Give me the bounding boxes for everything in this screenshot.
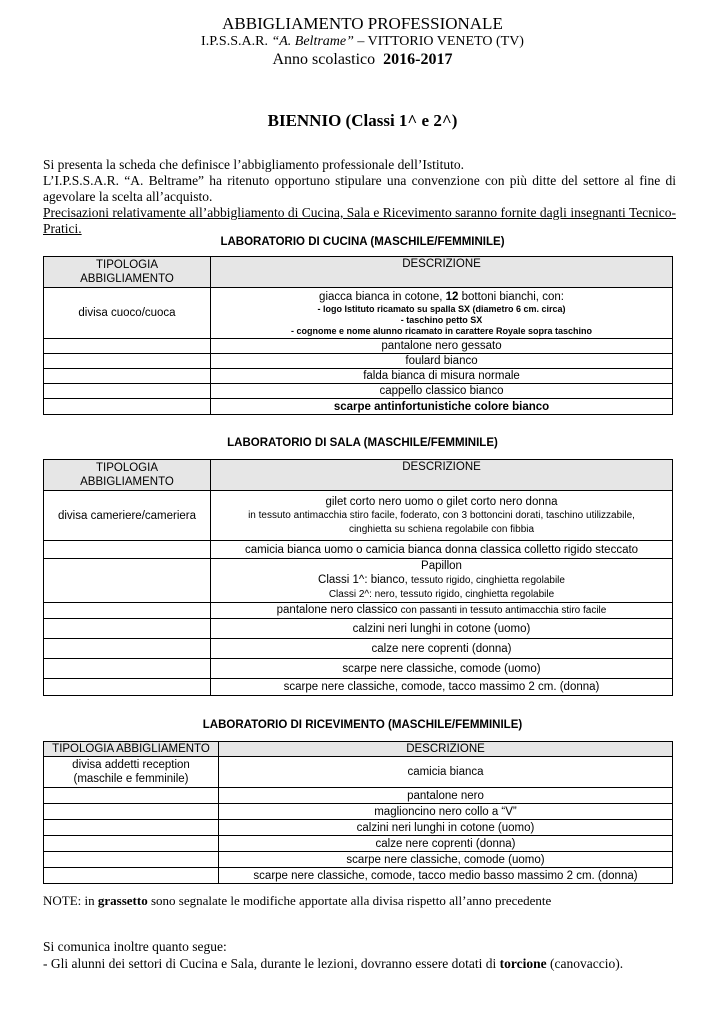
table-row: scarpe nere classiche, comode (uomo) <box>44 852 673 868</box>
col-header-tipologia: TIPOLOGIA ABBIGLIAMENTO <box>44 742 219 757</box>
note-bold: grassetto <box>97 893 148 908</box>
cucina-sub2: - taschino petto SX <box>400 314 483 325</box>
intro-p3: Precisazioni relativamente all’abbigliamento di Cucina, Sala e Ricevimento saranno fornite dagli insegnanti Tecnico-Pratici. <box>43 205 676 236</box>
col-header-tipologia: TIPOLOGIA ABBIGLIAMENTO <box>44 460 211 491</box>
table-row <box>44 288 673 339</box>
cucina-main-cell <box>211 288 673 339</box>
note-line: NOTE: in grassetto sono segnalate le modifiche apportate alla divisa rispetto all’anno precedente <box>43 893 552 908</box>
table-row: maglioncino nero collo a “V” <box>44 804 673 820</box>
extra-intro: Si comunica inoltre quanto segue: <box>43 939 227 954</box>
extra-line: - Gli alunni dei settori di Cucina e Sala, durante le lezioni, dovranno essere dotati di torcione (canovaccio). <box>43 956 624 971</box>
table-row: foulard bianco <box>44 354 673 369</box>
cucina-sub1: - logo Istituto ricamato su spalla SX (diametro 6 cm. circa) <box>317 303 566 314</box>
table-row: scarpe antinfortunistiche colore bianco <box>44 399 673 415</box>
cucina-title: LABORATORIO DI CUCINA (MASCHILE/FEMMINILE) <box>220 236 505 248</box>
school-suffix: – VITTORIO VENETO (TV) <box>357 34 524 49</box>
sala-title: LABORATORIO DI SALA (MASCHILE/FEMMINILE) <box>227 437 498 449</box>
document-title: ABBIGLIAMENTO PROFESSIONALE <box>222 14 503 33</box>
sala-type: divisa cameriere/cameriera <box>44 491 211 541</box>
table-row: pantalone nero classico con passanti in tessuto antimacchia stiro facile <box>44 603 673 619</box>
intro-p2: L’I.P.S.S.A.R. “A. Beltrame” ha ritenuto opportuno stipulare una convenzione con più ditte del settore al fine di agevolare la scelta all’acquisto. <box>43 173 676 204</box>
table-row: pantalone nero <box>44 788 673 804</box>
school-prefix: I.P.S.S.A.R. <box>201 34 268 49</box>
col-header-descrizione: DESCRIZIONE <box>219 742 673 757</box>
table-row: scarpe nere classiche, comode, tacco massimo 2 cm. (donna) <box>44 679 673 696</box>
ricevimento-title: LABORATORIO DI RICEVIMENTO (MASCHILE/FEMMINILE) <box>202 719 523 731</box>
table-row: calzini neri lunghi in cotone (uomo) <box>44 619 673 639</box>
table-row: calzini neri lunghi in cotone (uomo) <box>44 820 673 836</box>
sala-table <box>43 459 673 696</box>
table-row: calze nere coprenti (donna) <box>44 639 673 659</box>
school-name: “A. Beltrame” <box>271 34 354 49</box>
sala-papillon-cell: Papillon Classi 1^: bianco, tessuto rigido, cinghietta regolabile Classi 2^: nero, tessuto rigido, cinghietta regolabile <box>211 559 673 603</box>
sala-gilet-cell: gilet corto nero uomo o gilet corto nero donna in tessuto antimacchia stiro facile, foderato, con 3 bottoncini dorati, taschino utilizzabile, cinghietta su schiena regolabile con fibbia <box>211 491 673 541</box>
table-row: camicia bianca uomo o camicia bianca donna classica colletto rigido steccato <box>44 541 673 559</box>
table-row: scarpe nere classiche, comode, tacco medio basso massimo 2 cm. (donna) <box>44 868 673 884</box>
table-row <box>44 491 673 541</box>
cucina-type: divisa cuoco/cuoca <box>44 288 211 339</box>
table-row: scarpe nere classiche, comode (uomo) <box>44 659 673 679</box>
col-header-descrizione: DESCRIZIONE <box>211 257 673 288</box>
ricevimento-table <box>43 741 673 884</box>
table-row <box>44 742 673 757</box>
table-row <box>44 460 673 491</box>
intro-p1: Si presenta la scheda che definisce l’abbigliamento professionale dell’Istituto. <box>43 157 464 172</box>
school-line <box>0 34 725 50</box>
cucina-main-line: giacca bianca in cotone, 12 bottoni bianchi, con: <box>319 290 564 303</box>
extra-info <box>43 938 676 972</box>
col-header-tipologia: TIPOLOGIA ABBIGLIAMENTO <box>44 257 211 288</box>
year-label: Anno scolastico <box>272 51 376 68</box>
table-row: divisa addetti reception (maschile e femminile) camicia bianca <box>44 757 673 788</box>
table-row: falda bianca di misura normale <box>44 369 673 384</box>
table-row <box>44 559 673 603</box>
cucina-table <box>43 256 673 415</box>
table-row <box>44 257 673 288</box>
table-row: cappello classico bianco <box>44 384 673 399</box>
table-row: pantalone nero gessato <box>44 339 673 354</box>
school-year <box>0 51 725 69</box>
table-row: calze nere coprenti (donna) <box>44 836 673 852</box>
col-header-descrizione: DESCRIZIONE <box>211 460 673 491</box>
section-title: BIENNIO (Classi 1^ e 2^) <box>267 111 458 130</box>
year-value: 2016-2017 <box>383 51 453 68</box>
cucina-sub3: - cognome e nome alunno ricamato in carattere Royale sopra taschino <box>290 325 593 336</box>
intro-text <box>43 157 676 237</box>
ricevimento-type: divisa addetti reception (maschile e femminile) <box>44 757 219 788</box>
